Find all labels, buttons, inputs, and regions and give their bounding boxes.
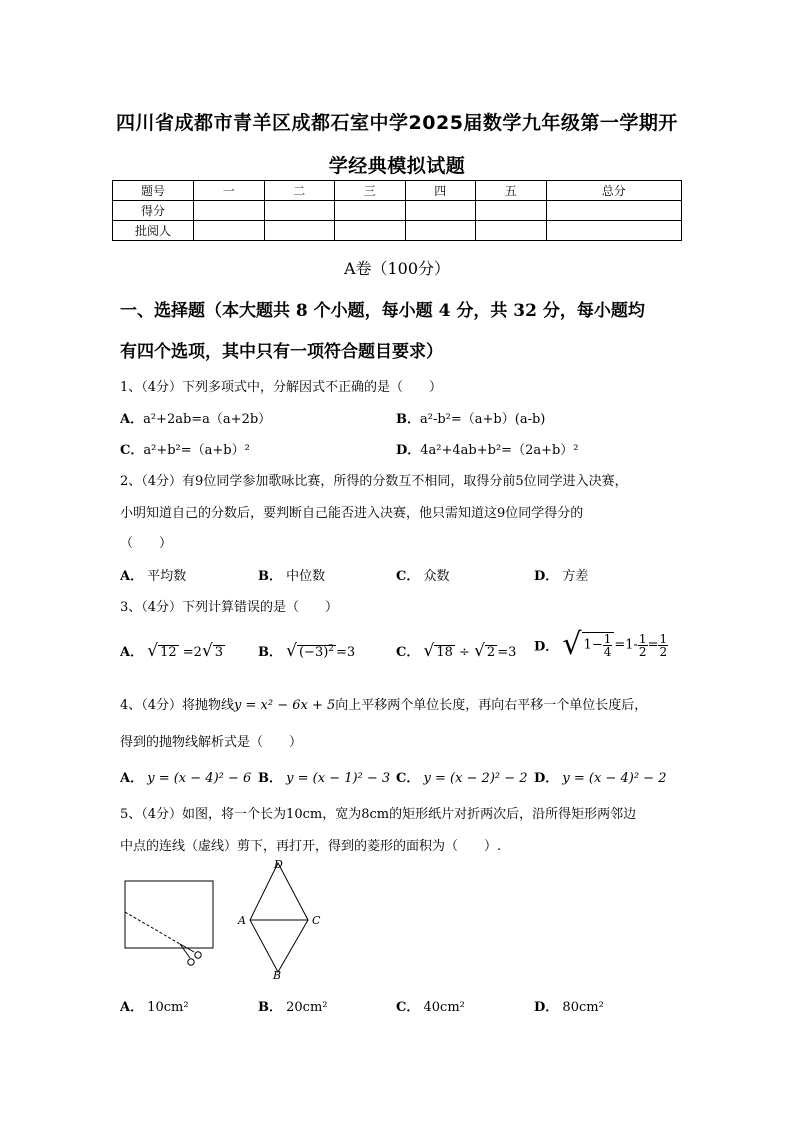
q1-option-c — [120, 439, 250, 458]
score-table-row — [113, 201, 682, 221]
option-label: B． — [396, 412, 420, 427]
option-label: B． — [258, 645, 282, 660]
fraction-denominator: 4 — [603, 645, 612, 659]
reviewer-input-cell[interactable] — [264, 221, 335, 241]
fraction-numerator: 1 — [603, 632, 612, 646]
option-text: 80cm² — [562, 1000, 604, 1015]
option-text: y = (x − 4)² − 6 — [147, 771, 252, 786]
score-input-cell[interactable] — [546, 201, 682, 221]
reviewer-input-cell[interactable] — [335, 221, 406, 241]
score-input-cell[interactable] — [264, 201, 335, 221]
q2-stem-line1: 2、（4分）有9位同学参加歌咏比赛，所得的分数互不相同，取得分前5位同学进入决赛， — [120, 474, 628, 489]
scissors-icon — [180, 944, 201, 965]
volume-label: A卷（100分） — [343, 259, 451, 278]
vertex-label-b: B — [273, 969, 282, 980]
option-label: C． — [396, 569, 420, 584]
option-text: 20cm² — [286, 1000, 328, 1015]
table-cell: 总分 — [546, 181, 682, 201]
q3-option-d: D． √ 1− $\frac{1}{4}$ =1- $\frac{1}{2}$ = $\frac{1}{2}$ — [534, 627, 668, 662]
q5-figure — [118, 858, 338, 980]
q4-option-b — [258, 767, 390, 786]
score-table-row — [113, 221, 682, 241]
q3-option-c: C． √ 18 ÷ √ 2 =3 — [396, 641, 517, 661]
radicand: (−3) — [298, 645, 329, 660]
fraction-denominator: 2 — [659, 644, 668, 659]
q1-option-a — [120, 408, 271, 427]
page-title-line1: 四川省成都市青羊区成都石室中学2025届数学九年级第一学期开 — [116, 112, 678, 134]
vertex-label-a: A — [238, 914, 246, 927]
radicand: 2 — [486, 645, 496, 660]
option-text: a²-b²=（a+b）(a-b) — [420, 412, 546, 427]
option-text: a²+b²=（a+b）² — [143, 443, 250, 458]
cut-line — [125, 912, 180, 944]
table-cell: 五 — [476, 181, 547, 201]
option-text: y = (x − 4)² − 2 — [562, 771, 667, 786]
radicand: 3 — [214, 645, 224, 660]
option-label: D． — [534, 771, 559, 786]
q3-option-a: A． √ 12 =2√ 3 — [120, 641, 224, 661]
q5-option-d — [534, 996, 604, 1015]
q3-option-b: B． √ $(-3)^2 =3$ — [258, 641, 356, 661]
option-text: 4a²+4ab+b²=（2a+b）² — [420, 443, 579, 458]
radicand: 18 — [436, 645, 453, 660]
q3-stem: 3、（4分）下列计算错误的是（ ） — [120, 600, 339, 615]
q4-stem-line2: 得到的抛物线解析式是（ ） — [120, 735, 303, 750]
table-cell: 二 — [264, 181, 335, 201]
q5-option-c — [396, 996, 465, 1015]
reviewer-input-cell[interactable] — [194, 221, 265, 241]
formula: y = x² − 6x + 5 — [234, 698, 336, 713]
score-input-cell[interactable] — [194, 201, 265, 221]
q2-option-c — [396, 565, 450, 584]
q2-option-d — [534, 565, 588, 584]
option-label: C． — [120, 443, 144, 458]
option-label: A． — [120, 569, 144, 584]
option-text: 平均数 — [147, 569, 187, 584]
option-label: C． — [396, 645, 420, 660]
q1-option-b — [396, 408, 545, 427]
option-text: a²+2ab=a（a+2b） — [143, 412, 272, 427]
q5-option-a — [120, 996, 189, 1015]
option-label: D． — [396, 443, 421, 458]
option-label: B． — [258, 1000, 282, 1015]
operator: ÷ — [459, 645, 470, 660]
option-text: 10cm² — [147, 1000, 189, 1015]
section-heading-line1: 一、选择题（本大题共 8 个小题，每小题 4 分，共 32 分，每小题均 — [120, 301, 645, 321]
q5-stem-line1: 5、（4分）如图，将一个长为10cm，宽为8cm的矩形纸片对折两次后，沿所得矩形两邻边 — [120, 807, 637, 822]
option-text: y = (x − 2)² − 2 — [423, 771, 528, 786]
option-label: A． — [120, 1000, 144, 1015]
option-text: =3 — [497, 645, 517, 660]
option-label: C． — [396, 771, 420, 786]
option-label: C． — [396, 1000, 420, 1015]
vertex-label-c: C — [312, 914, 321, 927]
option-label: B． — [258, 771, 282, 786]
section-heading-line2: 有四个选项，其中只有一项符合题目要求） — [120, 342, 443, 362]
expression-part: =1- — [614, 637, 638, 653]
score-table — [112, 180, 682, 241]
exponent: 2 — [328, 644, 335, 654]
reviewer-input-cell[interactable] — [405, 221, 476, 241]
q4-stem-line1 — [120, 694, 647, 713]
table-cell: 批阅人 — [113, 221, 194, 241]
fraction-numerator: 1 — [638, 631, 647, 646]
radicand: 12 — [160, 645, 177, 660]
score-input-cell[interactable] — [476, 201, 547, 221]
q2-stem-line3: （ ） — [120, 536, 173, 551]
vertex-label-d: D — [274, 858, 283, 871]
option-label: D． — [534, 639, 559, 655]
option-text: 众数 — [423, 569, 450, 584]
q2-option-a — [120, 565, 186, 584]
page-title-line2: 学经典模拟试题 — [328, 155, 466, 177]
table-cell: 题号 — [113, 181, 194, 201]
score-table-header-row — [113, 181, 682, 201]
option-label: A． — [120, 645, 144, 660]
fraction-denominator: 2 — [638, 644, 647, 659]
option-text: y = (x − 1)² − 3 — [286, 771, 391, 786]
expression-part: 1− — [583, 637, 603, 653]
table-cell: 三 — [335, 181, 406, 201]
option-text: 中位数 — [286, 569, 326, 584]
q5-option-b — [258, 996, 328, 1015]
stem-text: 4、（4分）将抛物线 — [120, 698, 235, 713]
table-cell: 四 — [405, 181, 476, 201]
reviewer-input-cell[interactable] — [476, 221, 547, 241]
option-label: A． — [120, 771, 144, 786]
option-label: D． — [534, 1000, 559, 1015]
q2-stem-line2: 小明知道自己的分数后，要判断自己能否进入决赛，他只需知道这9位同学得分的 — [120, 506, 584, 521]
q4-option-c — [396, 767, 528, 786]
q4-option-a — [120, 767, 251, 786]
fraction-numerator: 1 — [659, 631, 668, 646]
stem-text: 向上平移两个单位长度，再向右平移一个单位长度后， — [335, 698, 648, 713]
option-label: A． — [120, 412, 144, 427]
option-label: B． — [258, 569, 282, 584]
option-text: 方差 — [562, 569, 589, 584]
q1-stem: 1、（4分）下列多项式中，分解因式不正确的是（ ） — [120, 380, 443, 395]
q2-option-b — [258, 565, 325, 584]
rhombus — [250, 863, 308, 972]
option-label: D． — [534, 569, 559, 584]
q5-stem-line2: 中点的连线（虚线）剪下，再打开，得到的菱形的面积为（ ）. — [120, 839, 502, 854]
table-cell: 一 — [194, 181, 265, 201]
expression-part: = — [647, 637, 659, 653]
option-text: =3 — [336, 645, 356, 660]
q1-option-d — [396, 439, 579, 458]
score-input-cell[interactable] — [405, 201, 476, 221]
q4-option-d — [534, 767, 666, 786]
option-text: =2 — [182, 645, 202, 660]
reviewer-input-cell[interactable] — [546, 221, 682, 241]
table-cell: 得分 — [113, 201, 194, 221]
score-input-cell[interactable] — [335, 201, 406, 221]
option-text: 40cm² — [423, 1000, 465, 1015]
